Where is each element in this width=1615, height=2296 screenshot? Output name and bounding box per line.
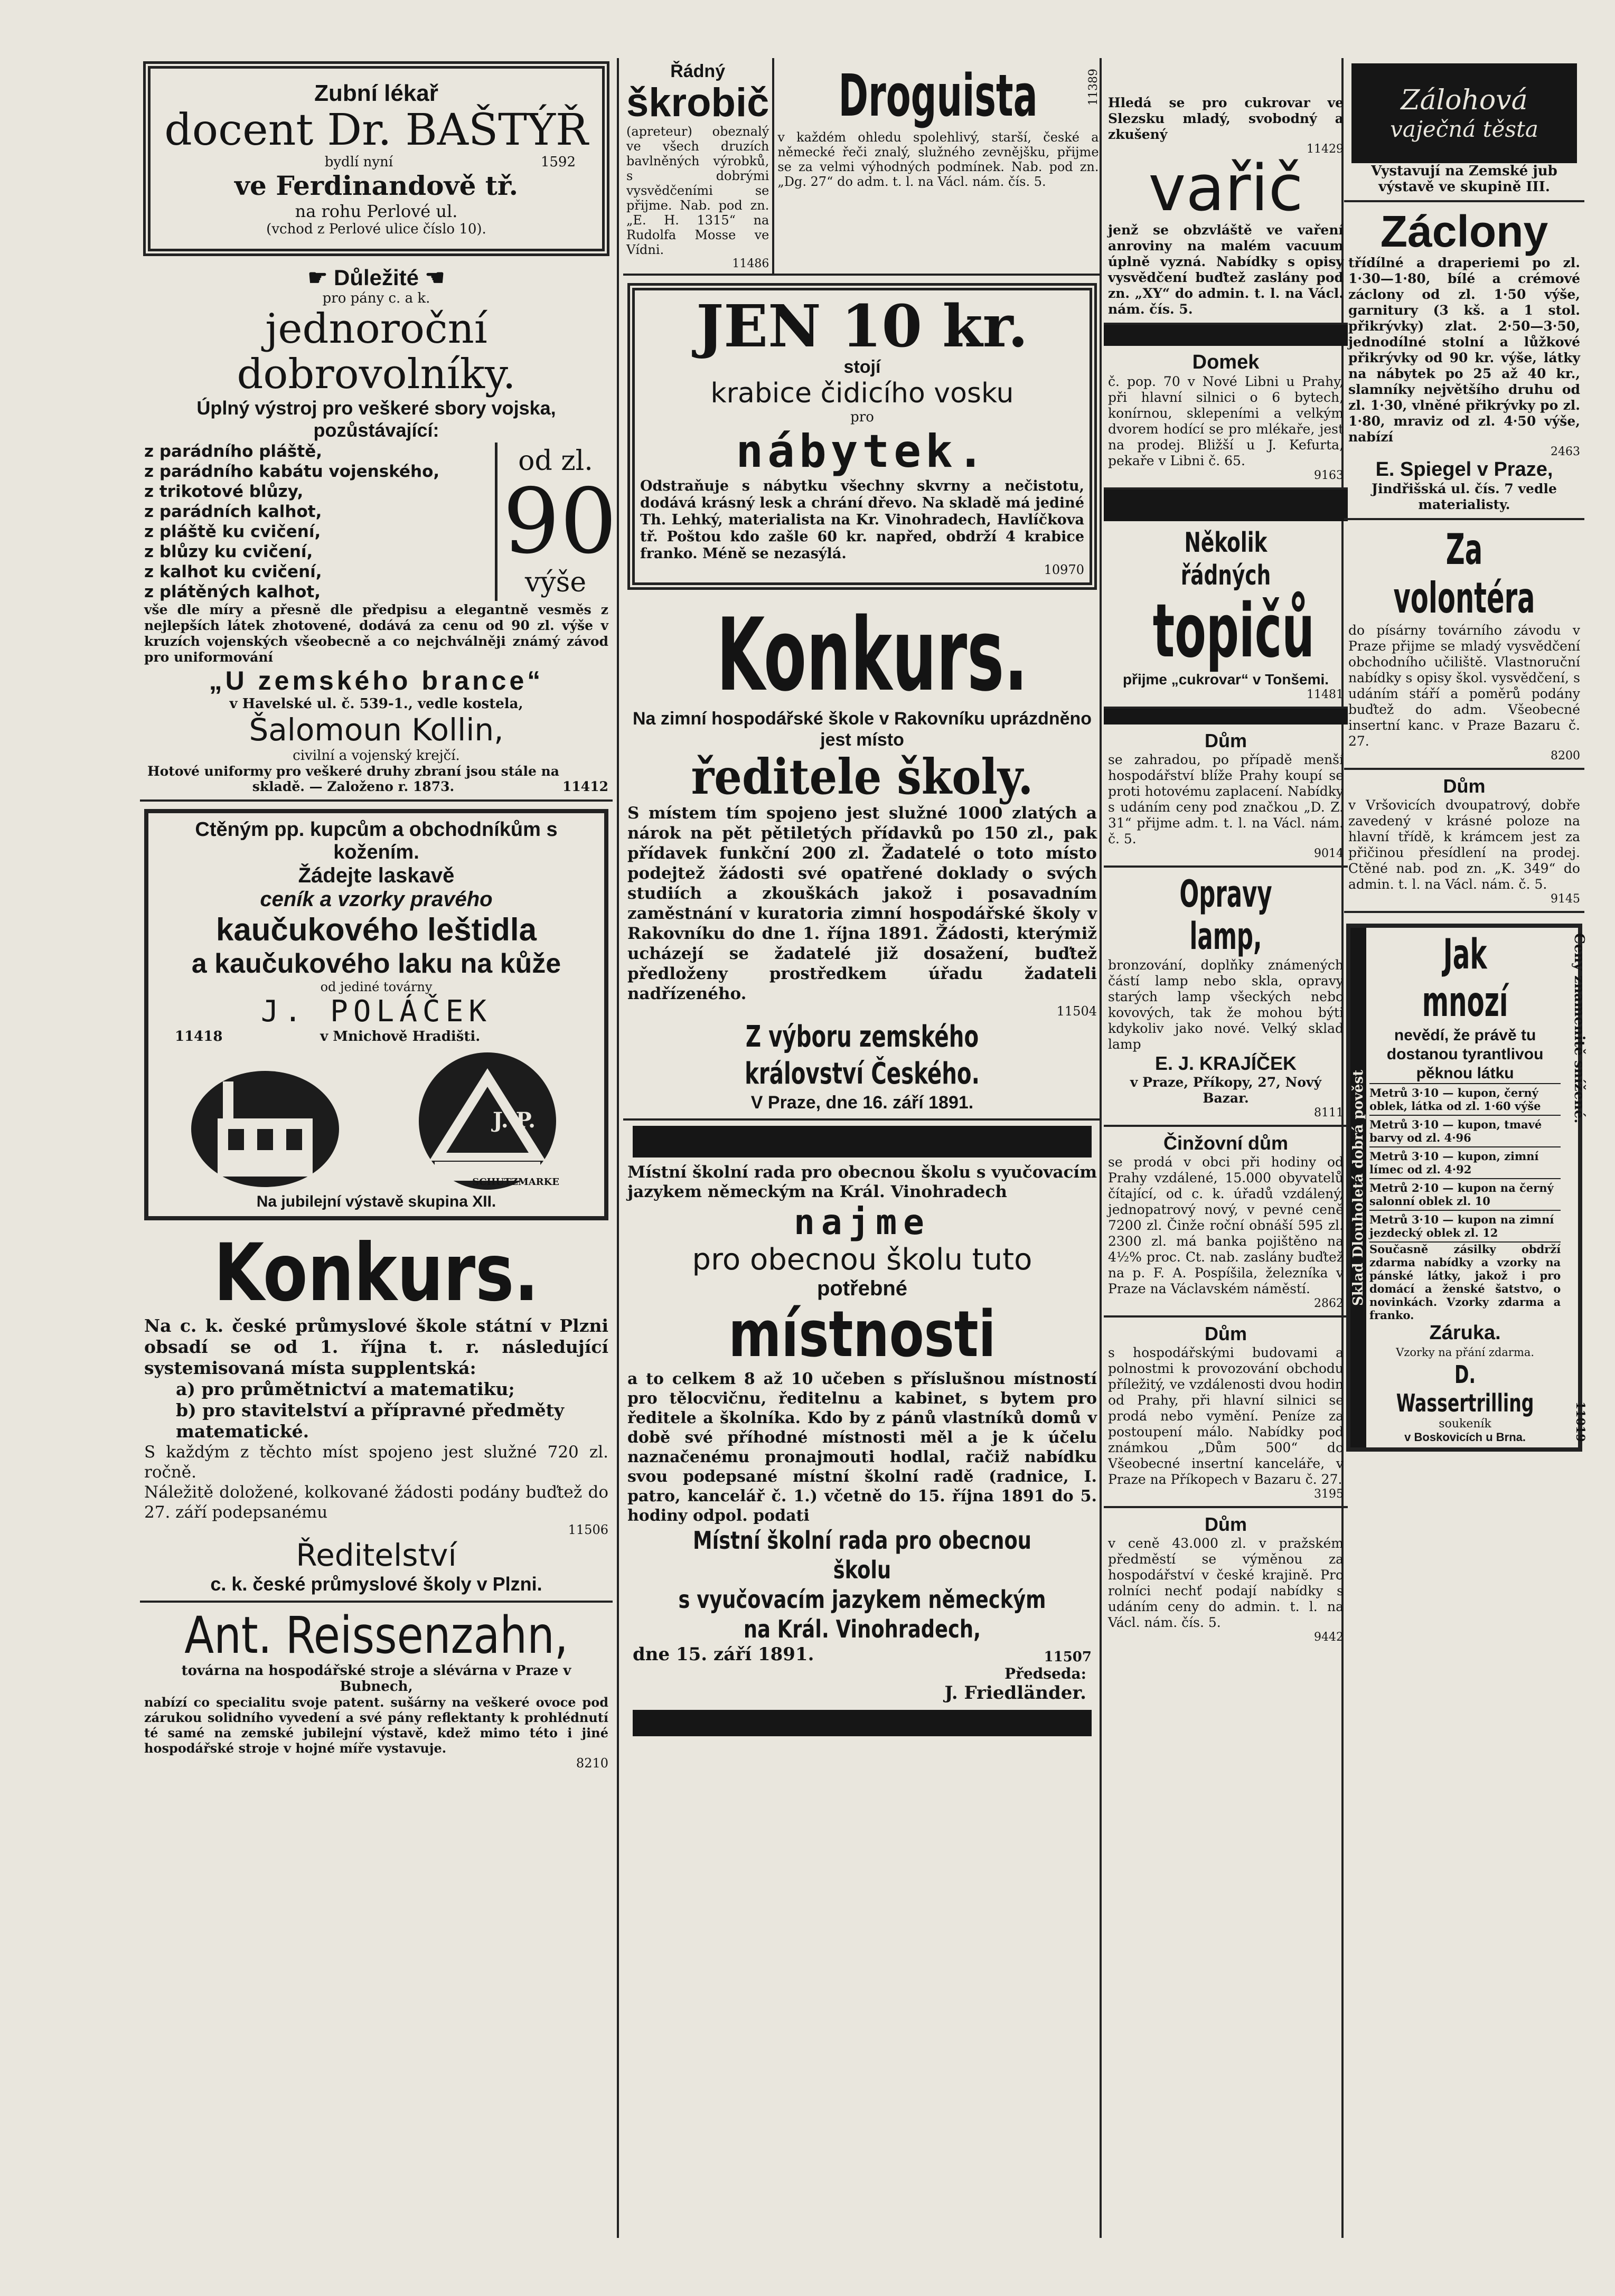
konkurs-apply: Náležitě doložené, kolkované žádosti podány buďtež do 27. září podepsanému (144, 1483, 608, 1522)
lamp-name: E. J. KRAJÍČEK (1154, 1052, 1297, 1074)
dum-ad (1104, 724, 1348, 868)
dum3-title: Dům (1205, 1513, 1247, 1535)
uniform-item: z kalhot ku cvičení, (144, 562, 322, 581)
uniform-ad (140, 259, 617, 802)
dum2-ad (1104, 1318, 1348, 1508)
zaclony-body: třídílné a draperiemi po zl. 1·30—1·80, bílé a crémové záclony od zl. 1·50 výše, garnitury (3 kš. a 1 stol. přikrývky) zlat. 2·50—3·50, jednodílné stolní a lůžkové přikrývky od 90 kr. výše, látky na nábytek po 25 až 40 kr., slamníky největšího druhu od zl. 1·30, vlněné přikrývky po zl. 1·80, mraviz od zl. 4·50 výše, nabízí (1348, 255, 1580, 445)
uniform-body: vše dle míry a přesně dle předpisu a elegantně vesměs z nejlepších látek zhotovené, dodává za cenu od 90 zl. výše v kruzích vojenských všeobecně a co nejchválněji známý závod pro uniformování (144, 602, 608, 665)
konkurs-sign2: c. k. české průmyslové školy v Plzni. (210, 1573, 542, 1595)
fabric-price-list (1369, 1083, 1561, 1243)
polacek-line3: ceník a vzorky pravého (260, 888, 493, 911)
vinohrady-line1: Místní školní rada pro obecnou školu s vyučovacím jazykem německým na Král. Vinohradech (627, 1163, 1097, 1201)
dum2-body: s hospodářskými budovami a polnostmi k provozování obchodu příležitý, ve vzdálenosti dvou hodin od Prahy, při hlavní silnici se prodá nebo vymění. Peníze za postoupení málo. Nabídky pod známkou „Dům 500“ do Všeobecné insertní kanceláře, v Praze na Příkopech v Bazaru č. 27. (1108, 1345, 1344, 1487)
volontera-ad (1344, 520, 1584, 770)
rakovnik-heading: ředitele školy. (691, 748, 1034, 805)
cinz-title: Činžovní dům (1163, 1132, 1288, 1154)
uniform-item: z pláště ku cvičení, (144, 522, 321, 541)
vosk-price: JEN 10 kr. (696, 292, 1028, 360)
black-bar (1104, 490, 1348, 521)
polacek-line6: od jediné továrny (320, 980, 433, 994)
dum-vrsovice-title: Dům (1443, 775, 1486, 797)
varic-line1: Hledá se pro cukrovar ve Slezsku mladý, svobodný a zkušený (1108, 95, 1344, 142)
dentist-street: ve Ferdinandově tř. (234, 170, 519, 201)
vosk-product: krabice čidicího vosku (710, 378, 1014, 409)
uniform-item: z trikotové blůzy, (144, 482, 304, 501)
rakovnik-date: V Praze, dne 16. září 1891. (750, 1093, 974, 1113)
zaloha-logo-line2: vaječná těsta (1390, 116, 1538, 142)
plzen-konkurs-ad (140, 1228, 613, 1603)
uniform-item: z parádních kalhot, (144, 502, 322, 521)
domek-body: č. pop. 70 v Nové Libni u Prahy, při hlavní silnici o 6 bytech, konírnou, sklepeními a velkým dvorem hodící se pro mlékaře, jest na prodej. Bližší u J. Kefurta, pekaře v Libni č. 65. (1108, 374, 1344, 468)
ad-number: 11486 (732, 257, 769, 270)
ad-number: 11506 (568, 1522, 608, 1537)
topic-ad (1104, 521, 1348, 709)
fabric-price-item: Metrů 2·10 — kupon na černý salonní oblek zl. 10 (1369, 1178, 1561, 1210)
vinohrady-mistnosti: místnosti (728, 1298, 996, 1371)
ad-number: 2862 (1314, 1297, 1344, 1310)
vosk-nabytek: nábytek. (736, 425, 989, 478)
uniform-sub: pro pány c. a k. (322, 290, 430, 306)
dentist-title: Zubní lékař (314, 80, 438, 106)
vinohrady-sign1: Místní školní rada pro obecnou školu (693, 1526, 1031, 1584)
ad-number: 11429 (1307, 143, 1344, 156)
ad-number: 9442 (1314, 1631, 1344, 1644)
ad-number: 11418 (175, 1029, 223, 1045)
vosk-body: Odstraňuje s nábytku všechny skvrny a nečistotu, dodává krásný lesk a chrání dřevo. Na skladě má jediné Th. Lehký, materialista na Kr. Vinohradech, Havlíčkova tř. Poštou kdo zašle 60 kr. napřed, obdrží 4 krabice franko. Méně se nezasýlá. (640, 478, 1084, 562)
polacek-line4: kaučukového leštidla (216, 912, 537, 947)
vinohrady-line2: pro obecnou školu tuto (692, 1243, 1032, 1277)
reissenzahn-ad (140, 1603, 613, 1776)
droguista-body: v každém ohledu spolehlivý, starší, české a německé řeči znalý, služného zevnějšku, přijme se za velmi výhodných podmínek. Nab. pod zn. „Dg. 27“ do adm. t. l. na Václ. nám. čís. 5. (777, 130, 1099, 189)
ad-number: 10970 (1044, 562, 1084, 577)
uniform-shop: „U zemského brance“ (209, 666, 544, 695)
uniform-trade: civilní a vojenský krejčí. (293, 748, 460, 764)
zaloha-logo-line1: Zálohová (1401, 84, 1528, 116)
column-3 (1104, 58, 1348, 2233)
dentist-ad (143, 61, 609, 256)
lamp-title: Opravy lamp, (1179, 872, 1272, 958)
polacek-name: J. POLÁČEK (260, 994, 492, 1029)
uniform-from: od zl. (518, 445, 593, 477)
polacek-ad (144, 809, 608, 1220)
rakovnik-title: Konkurs. (716, 597, 1028, 713)
uniform-up: výše (524, 567, 587, 598)
zaloha-ad (1344, 58, 1584, 202)
dum-vrsovice-ad (1344, 770, 1584, 913)
ad-number: 8200 (1551, 749, 1580, 763)
fabric-price-item: Metrů 3·10 — kupon, černý oblek, látka od zl. 1·60 výše (1369, 1083, 1561, 1115)
trademark-label: SCHUTZMARKE (472, 1177, 559, 1188)
zaloha-logo (1351, 63, 1577, 163)
fabric-price-item: Metrů 3·10 — kupon na zimní jezdecký oblek zl. 12 (1369, 1210, 1561, 1243)
ad-number: 11507 (1044, 1649, 1092, 1665)
wassertrilling-zaruka: Záruka. (1429, 1322, 1501, 1344)
top-ads-row (623, 58, 1101, 276)
ad-number: 1592 (540, 154, 576, 170)
ad-number: 9145 (1551, 892, 1580, 906)
konkurs-item-a: a) pro průmětnictví a matematiku; (176, 1379, 515, 1399)
wassertrilling-title: Jak mnozí (1422, 931, 1508, 1026)
ad-number: 11412 (562, 779, 608, 794)
vosk-pro: pro (850, 409, 874, 425)
reissenzahn-body: nabízí co specialitu svoje patent. sušárny na veškeré ovoce pod zárukou solidního vyvedení a své pány reflektanty k prohlédnutí té samé na zemské jubilejní výstavě, kdež mimo této i jiné hospodářské stroje v hojné míře vystavuje. (144, 1695, 608, 1756)
ad-number: 8210 (576, 1756, 608, 1771)
skrobic-ad (623, 58, 774, 274)
skrobic-head: Řádný (670, 61, 726, 81)
uniform-head: ☛ Důležité ☚ (307, 265, 445, 290)
zaclony-name: E. Spiegel v Praze, (1375, 458, 1553, 481)
dum-body: se zahradou, po případě menší hospodářství blíže Prahy koupí se proti hotovému zaplacení. Nabídky s udáním ceny pod značkou „D. Z. 31“ přijme adm. t. l. na Václ. nám. č. 5. (1108, 752, 1344, 846)
black-bar (633, 1126, 1092, 1158)
topic-line1: Několik řádných (1180, 527, 1271, 591)
ad-number: 8111 (1314, 1106, 1344, 1119)
ad-number: 3195 (1314, 1488, 1344, 1501)
topic-title: topičů (1152, 588, 1315, 674)
uniform-intro: Úplný výstroj pro veškeré sbory vojska, pozůstávající: (196, 397, 556, 441)
varic-ad (1104, 58, 1348, 325)
ad-number: 11504 (1056, 1004, 1097, 1019)
wassertrilling-addr: v Boskovicích u Brna. (1404, 1431, 1526, 1444)
volontera-body: do písárny továrního závodu v Praze přijme se mladý vysvědčení obchodního učiliště. Vlastnoruční nabídky s opisy škol. vysvědčení, s udáním stáří a poměrů podány buďtež do adm. Všeobecné insertní kanc. v Praze Bazaru č. 27. (1348, 623, 1580, 749)
droguista-ad (774, 58, 1102, 274)
uniform-item: z parádního kabátu vojenského, (144, 462, 440, 481)
konkurs-item-b: b) pro stavitelství a přípravné předměty matematické. (176, 1400, 565, 1442)
dum-vrsovice-body: v Vršovicích dvoupatrový, dobře zavedený v krásné poloze na hlavní třídě, k krámcem jest za přičinou přesídlení na prodej. Ctěné nab. pod zn. „K. 349“ do admin. t. l. na Václ. nám. č. 5. (1348, 797, 1580, 892)
uniform-item: z blůzy ku cvičení, (144, 542, 313, 561)
vosk-stoji: stojí (843, 357, 881, 377)
varic-body: jenž se obzvláště ve vaření anroviny na malém vacuum úplně vyzná. Nabídky s opisy vysvědčení buďtež zaslány pod zn. „XY“ do admin. t. l. na Václ. nám. čís. 5. (1108, 222, 1344, 317)
wassertrilling-name: D. Wassertrilling (1396, 1360, 1534, 1417)
ad-number: 11389 (1086, 69, 1100, 106)
ad-number: 9163 (1314, 469, 1344, 482)
domek-title: Domek (1192, 351, 1260, 373)
dentist-name: docent Dr. BAŠTÝŘ (164, 105, 588, 155)
black-bar (633, 1710, 1092, 1736)
konkurs-title: Konkurs. (213, 1227, 539, 1319)
trademark-icon (408, 1050, 567, 1192)
polacek-illustrations (154, 1045, 599, 1198)
cinz-ad (1104, 1127, 1348, 1318)
dum3-ad (1104, 1508, 1348, 1649)
zaclony-addr: Jindřišská ul. čís. 7 vedle materialisty. (1372, 481, 1557, 512)
column-rule (617, 58, 619, 2238)
skrobic-body: (apreteur) obeznalý ve všech druzích bavlněných výrobků, s dobrými vysvědčeními se přijme. Nab. pod zn. „E. H. 1315“ na Rudolfa Mosse ve Vídni. (626, 124, 769, 257)
uniform-owner: Šalomoun Kollin, (249, 712, 504, 748)
vinohrady-name: J. Friedländer. (944, 1682, 1086, 1704)
dum3-body: v ceně 43.000 zl. v pražském předměstí se výměnou za hospodářství v české krajině. Pro rolníci nechť podají nabídky s udáním ceny do admin. t. l. na Václ. nám. čís. 5. (1108, 1536, 1344, 1630)
vinohrady-sign2: s vyučovacím jazykem německým (678, 1585, 1046, 1614)
uniform-title: jednoroční dobrovolníky. (237, 305, 516, 398)
polacek-line2: Žádejte laskavě (298, 864, 455, 887)
rakovnik-body: S místem tím spojeno jest služné 1000 zlatých a nárok na pět pětiletých přídavků po 150 zl., pak přídavek funkční 200 zl. Žadatelé o toto místo podejtež žádosti své opatřené doklady o svých studiích a zkouškách jakož i posavadním zaměstnání v kuratoria zimní hospodářské školy v Rakovníku do dne 1. října 1891. Žádosti, kterýmiž ucházejí se žadatelé již dosažení, buďtež předloženy prostředkem úřadu žadateli nadřízeného. (627, 804, 1097, 1003)
lamp-ad (1104, 868, 1348, 1127)
fabric-price-item: Metrů 3·10 — kupon, tmavé barvy od zl. 4·96 (1369, 1115, 1561, 1146)
konkurs-sign: Ředitelství (296, 1537, 457, 1573)
polacek-line1: Ctěným pp. kupcům a obchodníkům s kožením. (195, 818, 558, 863)
lamp-addr: v Praze, Příkopy, 27, Nový Bazar. (1130, 1075, 1322, 1106)
wassertrilling-trade: soukeník (1439, 1417, 1491, 1431)
uniform-foot: Hotové uniformy pro veškeré druhy zbraní jsou stále na skladě. — Založeno r. 1873. (147, 764, 559, 794)
column-4 (1344, 58, 1588, 2233)
black-bar (1104, 325, 1348, 346)
zaloha-text: Vystavují na Zemské jub výstavě ve skupině III. (1371, 163, 1557, 195)
zaclony-title: Záclony (1380, 206, 1548, 256)
wassertrilling-ad (1346, 924, 1588, 1452)
dentist-entrance: (vchod z Perlové ulice číslo 10). (266, 221, 486, 237)
fabric-price-item: Metrů 3·10 — kupon, zimní límec od zl. 4·92 (1369, 1146, 1561, 1178)
vinohrady-line3: potřebné (816, 1277, 908, 1300)
wassertrilling-body: nevědí, že právě tu dostanou tyrantlivou pěknou látku (1386, 1027, 1544, 1082)
skrobic-title: škrobič (626, 80, 769, 125)
wassertrilling-body2: Současně zásilky obdrží zdarma nabídky a vzorky na pánské látky, jakož i pro domácí a ženské šatstvo, o novinkách. Vzorky zdarma a franko. (1369, 1243, 1561, 1322)
lamp-body: bronzování, doplňky známených částí lamp nebo skla, opravy starých lamp všeckých nebo kovových, tak že mohou býti kdykoliv jako nové. Velký sklad lamp (1108, 957, 1344, 1052)
dentist-line: bydlí nyní (324, 154, 393, 170)
uniform-price: 90 (503, 469, 617, 574)
topic-line2: přijme „cukrovar“ v Tonšemi. (1122, 671, 1329, 688)
polacek-foot: Na jubilejní výstavě skupina XII. (256, 1193, 496, 1210)
black-bar (1104, 709, 1348, 724)
ad-number: 9014 (1314, 847, 1344, 860)
konkurs-body: Na c. k. české průmyslové škole státní v Plzni obsadí se od 1. října t. r. následující systemisovaná místa supplentská: (144, 1315, 608, 1378)
dum2-title: Dům (1205, 1323, 1247, 1344)
droguista-title: Droguista (838, 62, 1038, 129)
volontera-title: Za volontéra (1393, 525, 1535, 623)
wassertrilling-side-left: Sklad Dlouholetá dobrá pověst (1350, 928, 1366, 1447)
dum-title: Dům (1205, 730, 1247, 751)
varic-title: vařič (1148, 152, 1303, 225)
vinohrady-predseda: Předseda: (1004, 1665, 1086, 1682)
reissenzahn-title: Ant. Reissenzahn, (184, 1606, 568, 1665)
vinohrady-ad (623, 1121, 1101, 1742)
ad-number: 2463 (1551, 445, 1580, 458)
domek-ad (1104, 346, 1348, 490)
polacek-place: v Mnichově Hradišti. (320, 1029, 481, 1045)
wassertrilling-side-right: Ceny znamenitě snížené. (1571, 933, 1588, 1124)
uniform-head-text: Důležité (333, 265, 419, 290)
ad-number: 11019 (1573, 1401, 1588, 1442)
uniform-list (144, 441, 490, 602)
cinz-body: se prodá v obci při hodiny od Prahy vzdálené, 15.000 obyvatelů čítající, od c. k. úřadů vzdálený, jednopatrový nový, v pevné ceně 7200 zl. Činže roční obnáší 595 zl. 2300 zl. má banka pojištěno na 4½% proc. Ct. nab. zaslány buďtež na p. F. A. Pospíšila, železníka v Praze na Václavském náměstí. (1108, 1154, 1344, 1296)
column-1 (140, 58, 617, 2233)
uniform-addr: v Havelské ul. č. 539-1., vedle kostela, (229, 696, 523, 712)
konkurs-salary: S každým z těchto míst spojeno jest služné 720 zl. ročně. (144, 1443, 608, 1482)
zaclony-ad (1344, 202, 1584, 520)
wassertrilling-zaruka2: Vzorky na přání zdarma. (1396, 1346, 1535, 1359)
factory-illustration-icon (186, 1060, 344, 1192)
trademark-letters: J. P. (492, 1108, 536, 1133)
vinohrady-date: dne 15. září 1891. (633, 1644, 814, 1665)
uniform-item: z plátěných kalhot, (144, 582, 321, 601)
ad-number: 11481 (1307, 688, 1344, 701)
polacek-line5: a kaučukového laku na kůže (191, 948, 561, 979)
uniform-item: z parádního pláště, (144, 442, 323, 461)
vinohrady-najme: najme (794, 1202, 931, 1243)
reissenzahn-line1: továrna na hospodářské stroje a slévárna v Praze v Bubnech, (181, 1663, 571, 1695)
rakovnik-line1: Na zimní hospodářské škole v Rakovníku uprázdněno jest místo (632, 709, 1092, 750)
vinohrady-body: a to celkem 8 až 10 učeben s příslušnou místností pro tělocvičnu, ředitelnu a kabinet, s bytem pro ředitele a školníka. Kdo by z pánů vlastníků domů v době své příhodné místnosti měl a je k účelu naznačenému pronajmouti hodlal, račiž nabídku svou podepsané místní školní radě (radnice, I. patro, kancelář č. 1.) včetně do 15. října 1891 do 5. hodiny odpol. podati (627, 1370, 1097, 1525)
rakovnik-signature: Z výboru zemského království Českého. (745, 1020, 980, 1091)
rakovnik-konkurs-ad (623, 597, 1101, 1121)
column-2 (623, 58, 1101, 2233)
vosk-ad (627, 283, 1097, 590)
vinohrady-sign3: na Král. Vinohradech, (743, 1615, 981, 1643)
dentist-corner: na rohu Perlové ul. (295, 201, 458, 221)
